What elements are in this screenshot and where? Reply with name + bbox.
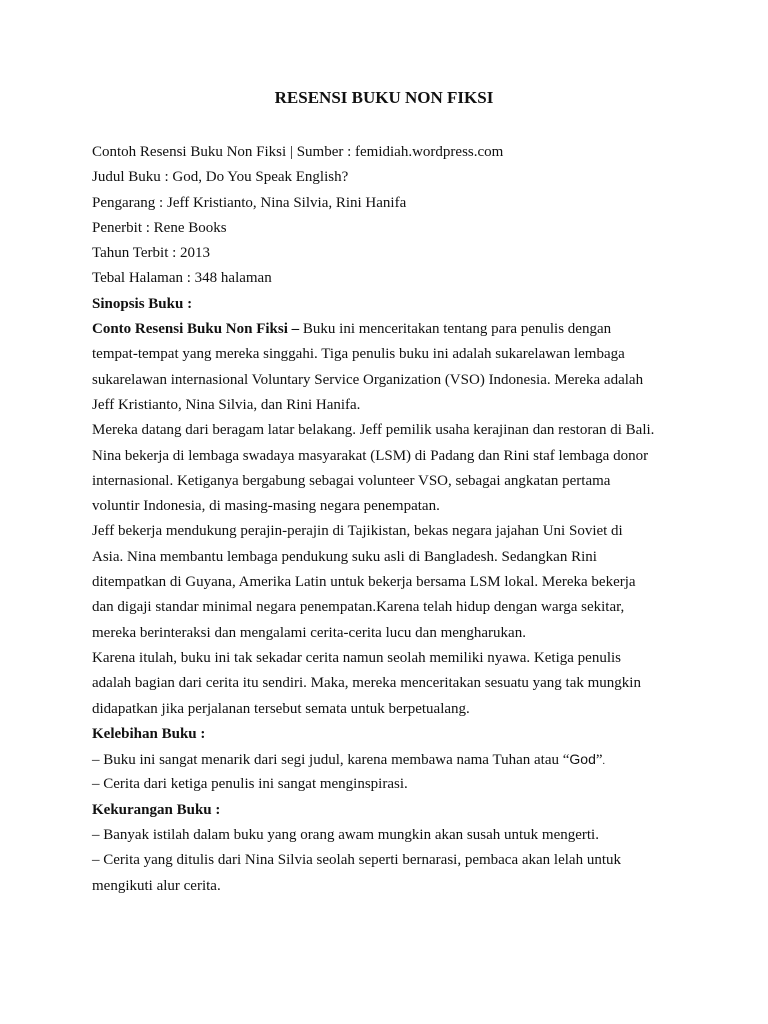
sinopsis-paragraph-4 <box>92 646 692 722</box>
kelebihan-item-2: – Cerita dari ketiga penulis ini sangat menginspirasi. <box>92 776 408 793</box>
source-line: Contoh Resensi Buku Non Fiksi | Sumber : femidiah.wordpress.com <box>92 144 504 160</box>
sinopsis-paragraph-1 <box>92 342 692 418</box>
page-title: RESENSI BUKU NON FIKSI <box>274 88 494 107</box>
pengarang-line: Pengarang : Jeff Kristianto, Nina Silvia, Rini Hanifa <box>92 194 407 211</box>
paragraph-line: voluntir Indonesia, di masing-masing negara penempatan. <box>92 498 440 515</box>
paragraph-line: Jeff bekerja mendukung perajin-perajin di Tajikistan, bekas negara jajahan Uni Soviet di <box>92 523 623 540</box>
paragraph-line: sukarelawan internasional Voluntary Service Organization (VSO) Indonesia. Mereka adalah <box>92 371 644 388</box>
tahun-line: Tahun Terbit : 2013 <box>92 245 211 262</box>
paragraph-line: ditempatkan di Guyana, Amerika Latin untuk bekerja bersama LSM lokal. Mereka bekerja <box>92 574 636 591</box>
paragraph-line: Karena itulah, buku ini tak sekadar cerita namun seolah memiliki nyawa. Ketiga penulis <box>92 649 621 666</box>
kekurangan-heading: Kekurangan Buku : <box>92 801 221 818</box>
paragraph-line: dan digaji standar minimal negara penempatan.Karena telah hidup dengan warga sekitar, <box>92 599 625 616</box>
kekurangan-item-2-line: – Cerita yang ditulis dari Nina Silvia seolah seperti bernarasi, pembaca akan lelah untuk <box>92 852 621 869</box>
sinopsis-paragraph-3 <box>92 519 692 645</box>
kekurangan-item-2-line: mengikuti alur cerita. <box>92 877 221 894</box>
kelebihan-item-1 <box>92 747 692 772</box>
penerbit-line: Penerbit : Rene Books <box>92 219 227 236</box>
kekurangan-item-1: – Banyak istilah dalam buku yang orang awam mungkin akan susah untuk mengerti. <box>92 827 599 844</box>
paragraph-line: Jeff Kristianto, Nina Silvia, dan Rini Hanifa. <box>92 396 361 413</box>
book-meta <box>92 140 692 899</box>
judul-line: Judul Buku : God, Do You Speak English? <box>92 169 349 186</box>
paragraph-line: mereka berinteraksi dan mengalami cerita-cerita lucu dan mengharukan. <box>92 624 526 641</box>
sinopsis-lead-rest: Buku ini menceritakan tentang para penulis dengan <box>299 321 612 338</box>
sinopsis-heading: Sinopsis Buku : <box>92 295 193 312</box>
period-mark: . <box>602 756 606 768</box>
paragraph-line: Asia. Nina membantu lembaga pendukung suku asli di Bangladesh. Sedangkan Rini <box>92 548 597 565</box>
sinopsis-lead <box>92 317 692 342</box>
paragraph-line: adalah bagian dari cerita itu sendiri. Maka, mereka menceritakan sesuatu yang tak mungkin <box>92 675 641 692</box>
sinopsis-lead-bold: Conto Resensi Buku Non Fiksi – <box>92 321 300 338</box>
paragraph-line: didapatkan jika perjalanan tersebut semata untuk berpetualang. <box>92 700 470 717</box>
tebal-line: Tebal Halaman : 348 halaman <box>92 270 272 287</box>
sinopsis-paragraph-2 <box>92 418 692 519</box>
kelebihan-item-1-text: – Buku ini sangat menarik dari segi judul, karena membawa nama Tuhan atau “ <box>92 752 570 769</box>
god-word: God <box>569 751 596 768</box>
paragraph-line: internasional. Ketiganya bergabung sebagai volunteer VSO, sebagai angkatan pertama <box>92 472 611 489</box>
kelebihan-heading: Kelebihan Buku : <box>92 725 206 742</box>
closing-quote: ” <box>595 752 603 769</box>
paragraph-line: tempat-tempat yang mereka singgahi. Tiga penulis buku ini adalah sukarelawan lembaga <box>92 346 625 363</box>
paragraph-line: Mereka datang dari beragam latar belakang. Jeff pemilik usaha kerajinan dan restoran di Bali. <box>92 422 655 439</box>
paragraph-line: Nina bekerja di lembaga swadaya masyarakat (LSM) di Padang dan Rini staf lembaga donor <box>92 447 649 464</box>
